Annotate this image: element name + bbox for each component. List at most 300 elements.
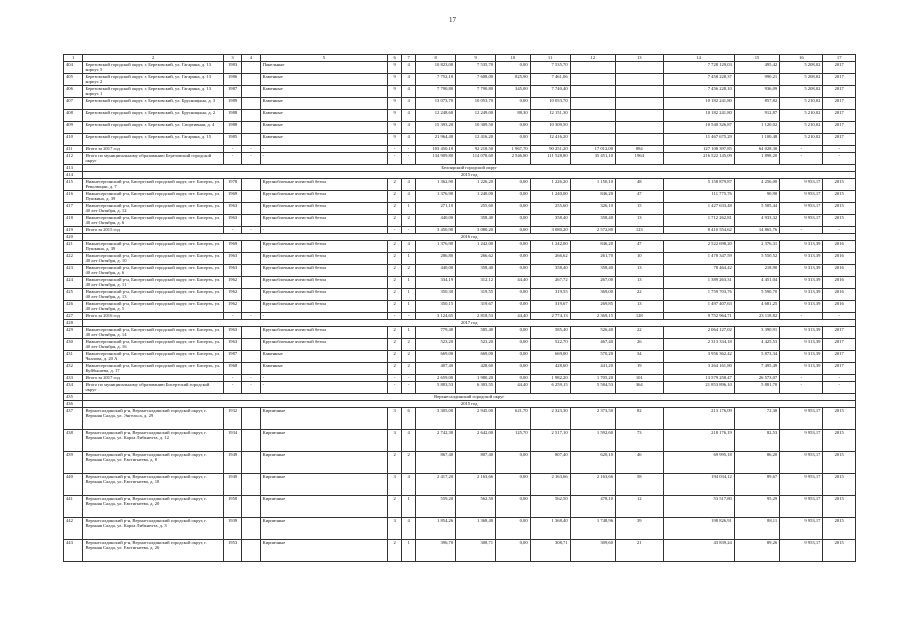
table-cell: 1986: [223, 74, 241, 86]
table-row: [64, 430, 856, 452]
table-cell: 936,09: [734, 86, 779, 98]
table-cell: 1 389 263,31: [663, 277, 734, 289]
table-cell: 1969: [223, 191, 241, 203]
table-cell: 1932: [223, 408, 241, 430]
table-cell: -: [260, 153, 387, 165]
table-cell: Березовский городской округ, г. Березовский, ул. Брусницына, д. 2: [83, 110, 223, 122]
table-cell: 0,00: [496, 241, 531, 253]
table-cell: Итого по муниципальному образованию Березовский городской округ: [83, 153, 223, 165]
table-cell: 13 073,70: [416, 98, 456, 110]
table-cell: 255,60: [456, 203, 496, 215]
table-cell: [242, 327, 260, 339]
table-cell: -: [223, 146, 241, 153]
row-number: 414: [64, 172, 83, 179]
table-cell: 439: [64, 452, 83, 474]
table-cell: 53 517,80: [663, 496, 734, 518]
table-cell: 2: [388, 203, 402, 215]
table-cell: 46: [616, 452, 664, 474]
table-cell: 2017: [823, 363, 856, 375]
table-cell: 17 012,00: [570, 146, 615, 153]
table-cell: 3 305,00: [416, 408, 456, 430]
table-row: [64, 98, 856, 110]
table-cell: -: [242, 153, 260, 165]
table-cell: 308,71: [530, 540, 570, 562]
table-cell: [616, 122, 664, 134]
table-cell: 1: [402, 203, 416, 215]
table-cell: 358,40: [530, 265, 570, 277]
table-cell: 2: [388, 339, 402, 351]
table-cell: Каменные: [260, 110, 387, 122]
table-cell: 846,20: [570, 191, 615, 203]
table-cell: -: [260, 313, 387, 320]
table-cell: 416: [64, 191, 83, 203]
section-row: [64, 234, 856, 241]
table-cell: 7 456 228,10: [663, 86, 734, 98]
table-cell: 2016: [823, 253, 856, 265]
table-cell: Итого за 2017 год: [83, 375, 223, 382]
table-cell: [242, 301, 260, 313]
table-cell: 345,00: [496, 86, 531, 98]
table-cell: 1 592,60: [570, 430, 615, 452]
table-cell: Кирпичные: [260, 408, 387, 430]
table-cell: -: [823, 146, 856, 153]
table-cell: [616, 62, 664, 74]
table-cell: 2: [402, 452, 416, 474]
table-cell: 26: [616, 339, 664, 351]
table-cell: 2017: [823, 86, 856, 98]
table-cell: 1968: [223, 363, 241, 375]
table-row: [64, 62, 856, 74]
table-cell: [242, 203, 260, 215]
table-cell: 309,60: [570, 540, 615, 562]
column-header: 10: [496, 55, 531, 62]
table-row: [64, 327, 856, 339]
table-cell: 2: [402, 339, 416, 351]
table-cell: 198 826,91: [663, 518, 734, 540]
table-cell: 364: [616, 382, 664, 394]
table-cell: Верхнесалдинский р-н, Верхнесалдинский городской округ, г. Верхняя Салда, ул. Евстигнеева, д. 18: [83, 474, 223, 496]
table-cell: 3 956 362,42: [663, 351, 734, 363]
table-cell: 10 182 241,80: [663, 98, 734, 110]
table-cell: 846,20: [570, 241, 615, 253]
table-cell: 12: [616, 496, 664, 518]
table-cell: 269,85: [570, 301, 615, 313]
table-cell: 669,00: [456, 351, 496, 363]
table-cell: Нижнесергинский р-н, Бисертский городской округ, пгт. Бисерть, ул. Пушкина, д. 39: [83, 241, 223, 253]
table-cell: 218,90: [734, 265, 779, 277]
table-cell: 3 390,91: [734, 327, 779, 339]
table-cell: 430: [64, 339, 83, 351]
table-row: [64, 351, 856, 363]
table-cell: Нижнесергинский р-н, Бисертский городской округ, пгт. Бисерть, ул. Пушкина, д. 39: [83, 191, 223, 203]
table-cell: Итого за 2016 год: [83, 313, 223, 320]
table-cell: 857,82: [734, 98, 779, 110]
table-cell: 2: [402, 265, 416, 277]
table-cell: 7 790,80: [416, 86, 456, 98]
table-cell: 2 376,31: [734, 241, 779, 253]
table-cell: 9 953,17: [780, 540, 823, 562]
table-cell: 426: [64, 301, 83, 313]
table-cell: Верхнесалдинский р-н, Верхнесалдинский городской округ, г. Верхняя Салда, ул. Карла Либкнехта, д. 12: [83, 430, 223, 452]
table-cell: Крупноблочные ячеистый бетон: [260, 191, 387, 203]
table-cell: 2 369,15: [570, 313, 615, 320]
table-cell: 1963: [223, 339, 241, 351]
table-cell: 779,40: [416, 327, 456, 339]
table-cell: 0,00: [496, 452, 531, 474]
table-cell: 1 427 633,48: [663, 203, 734, 215]
table-cell: 1962: [223, 301, 241, 313]
table-cell: 11 467 675,29: [663, 134, 734, 146]
table-cell: -: [402, 382, 416, 394]
table-cell: 9: [388, 134, 402, 146]
table-cell: 1985: [223, 134, 241, 146]
table-cell: 2 945,00: [456, 408, 496, 430]
table-cell: 1987: [223, 351, 241, 363]
table-cell: [242, 351, 260, 363]
table-cell: 620,10: [570, 452, 615, 474]
table-cell: 14 865,76: [734, 227, 779, 234]
table-cell: 13: [616, 301, 664, 313]
table-cell: 425: [64, 289, 83, 301]
table-cell: 82,53: [734, 430, 779, 452]
table-cell: 2: [388, 289, 402, 301]
table-cell: -: [780, 227, 823, 234]
table-cell: 5 590,70: [734, 289, 779, 301]
table-cell: 22: [616, 289, 664, 301]
table-cell: 2: [388, 179, 402, 191]
table-row: [64, 301, 856, 313]
table-cell: [616, 134, 664, 146]
table-cell: 0,00: [496, 289, 531, 301]
table-cell: 5 550,52: [734, 253, 779, 265]
table-cell: 9: [388, 122, 402, 134]
table-cell: [570, 74, 615, 86]
table-cell: 350,30: [416, 289, 456, 301]
table-cell: 13 579 258,47: [663, 375, 734, 382]
table-cell: 0,00: [496, 474, 531, 496]
table-cell: 0,00: [496, 301, 531, 313]
table-cell: -: [242, 382, 260, 394]
table-cell: 2017: [823, 351, 856, 363]
table-cell: Крупноблочные ячеистый бетон: [260, 265, 387, 277]
table-cell: Березовский городской округ, г. Березовский, ул. Гагарина, д. 15: [83, 134, 223, 146]
table-cell: 1962: [223, 277, 241, 289]
table-cell: 0,00: [496, 518, 531, 540]
table-cell: 19: [616, 363, 664, 375]
table-cell: 13: [616, 277, 664, 289]
table-cell: -: [823, 153, 856, 165]
table-cell: 428,60: [530, 363, 570, 375]
table-cell: Березовский городской округ, г. Березовский, ул. Гагарина, д. 13 корпус 2: [83, 74, 223, 86]
table-cell: 1 712 262,81: [663, 215, 734, 227]
table-cell: 2 323,30: [530, 408, 570, 430]
table-cell: 825,90: [496, 74, 531, 86]
table-cell: 2: [388, 277, 402, 289]
table-row: [64, 179, 856, 191]
table-row: [64, 474, 856, 496]
table-cell: 9 313,39: [780, 253, 823, 265]
table-cell: 1 705,20: [570, 375, 615, 382]
table-cell: 2 163,66: [570, 474, 615, 496]
table-cell: -: [402, 227, 416, 234]
table-cell: [242, 289, 260, 301]
table-cell: -: [402, 313, 416, 320]
table-cell: 2: [388, 301, 402, 313]
table-cell: [242, 98, 260, 110]
table-cell: 358,40: [570, 265, 615, 277]
table-cell: 418: [64, 215, 83, 227]
table-cell: 73: [616, 430, 664, 452]
table-cell: 9 953,17: [780, 191, 823, 203]
table-cell: 286,80: [416, 253, 456, 265]
table-cell: Крупноблочные ячеистый бетон: [260, 327, 387, 339]
table-row: [64, 496, 856, 518]
table-cell: 0,00: [496, 134, 531, 146]
table-cell: 526,40: [570, 327, 615, 339]
table-cell: Верхнесалдинский р-н, Верхнесалдинский городской округ, г. Верхняя Салда, ул. Евстигнеева, д. 20: [83, 496, 223, 518]
table-cell: Нижнесергинский р-н, Бисертский городской округ, пгт. Бисерть, ул. 40 лет Октября, д. 10: [83, 253, 223, 265]
table-cell: 128: [616, 313, 664, 320]
section-row: [64, 394, 856, 401]
table-cell: 82: [616, 408, 664, 430]
table-cell: 114 078,60: [456, 153, 496, 165]
table-cell: 9: [388, 86, 402, 98]
table-cell: 2 417,20: [416, 474, 456, 496]
table-cell: Кирпичные: [260, 540, 387, 562]
table-cell: [616, 98, 664, 110]
table-cell: 2015: [823, 474, 856, 496]
table-cell: 1 759 703,76: [663, 289, 734, 301]
table-cell: 990,21: [734, 74, 779, 86]
table-cell: 2 546,80: [496, 153, 531, 165]
table-cell: 585,40: [456, 327, 496, 339]
table-cell: -: [223, 153, 241, 165]
table-cell: 326,10: [570, 203, 615, 215]
table-cell: 7 752,10: [416, 74, 456, 86]
table-cell: 1964: [616, 153, 664, 165]
table-row: [64, 289, 856, 301]
table-cell: 1988: [223, 110, 241, 122]
table-cell: 2015: [823, 215, 856, 227]
table-cell: 5 210,02: [780, 134, 823, 146]
table-cell: [570, 86, 615, 98]
table-cell: 21 964,40: [416, 134, 456, 146]
table-cell: -: [242, 375, 260, 382]
table-cell: 9 313,39: [780, 351, 823, 363]
table-cell: Кирпичные: [260, 452, 387, 474]
table-cell: -: [402, 375, 416, 382]
table-cell: Березовский городской округ, г. Березовский, ул. Спортивная, д. 4: [83, 122, 223, 134]
table-cell: 1949: [223, 452, 241, 474]
table-cell: 2015: [823, 518, 856, 540]
table-cell: Крупноблочные ячеистый бетон: [260, 253, 387, 265]
table-cell: 1 362,90: [416, 179, 456, 191]
table-cell: 9 953,17: [780, 518, 823, 540]
table-cell: -: [223, 313, 241, 320]
table-cell: 1 120,02: [734, 122, 779, 134]
table-row: [64, 540, 856, 562]
table-cell: Каменные: [260, 74, 387, 86]
table-cell: Крупноблочные ячеистый бетон: [260, 339, 387, 351]
table-cell: 867,40: [416, 452, 456, 474]
table-cell: [570, 122, 615, 134]
table-cell: 334,19: [416, 277, 456, 289]
column-header: 9: [456, 55, 496, 62]
table-cell: 6 259,15: [530, 382, 570, 394]
table-cell: 3 080,20: [530, 227, 570, 234]
table-cell: 194 034,12: [663, 474, 734, 496]
table-cell: Каменные: [260, 351, 387, 363]
column-header: 1: [64, 55, 83, 62]
table-cell: 358,40: [456, 215, 496, 227]
table-cell: 2015: [823, 496, 856, 518]
table-cell: 2 373,50: [570, 408, 615, 430]
table-cell: [616, 86, 664, 98]
table-row: [64, 74, 856, 86]
table-cell: [242, 339, 260, 351]
table-cell: Березовский городской округ, г. Березовский, ул. Гагарина, д. 13 корпус 5: [83, 62, 223, 74]
table-cell: 5 584,53: [570, 382, 615, 394]
table-cell: 2015: [823, 540, 856, 562]
table-cell: 0,00: [496, 215, 531, 227]
table-cell: 125,70: [496, 430, 531, 452]
table-row: [64, 382, 856, 394]
table-cell: 88,11: [734, 518, 779, 540]
table-cell: 1: [402, 253, 416, 265]
table-cell: 1: [402, 277, 416, 289]
table-cell: -: [402, 146, 416, 153]
table-cell: 570,20: [570, 351, 615, 363]
table-cell: 78 464,42: [663, 265, 734, 277]
table-cell: 10 540 326,87: [663, 122, 734, 134]
table-cell: 7 740,40: [530, 86, 570, 98]
table-cell: Итого за 2015 год: [83, 227, 223, 234]
table-cell: 1983: [223, 62, 241, 74]
table-cell: 2 163,66: [456, 474, 496, 496]
column-header: 4: [242, 55, 260, 62]
table-cell: 266,62: [530, 253, 570, 265]
table-cell: 101: [616, 375, 664, 382]
table-cell: 523,20: [456, 339, 496, 351]
row-number: 428: [64, 320, 83, 327]
table-cell: 9 313,39: [780, 241, 823, 253]
column-header: 11: [530, 55, 570, 62]
table-cell: 10 053,70: [456, 98, 496, 110]
table-cell: 0,00: [496, 191, 531, 203]
table-cell: 5 210,02: [780, 122, 823, 134]
row-number: 420: [64, 234, 83, 241]
table-cell: [242, 179, 260, 191]
table-cell: [242, 253, 260, 265]
table-cell: Верхнесалдинский р-н, Верхнесалдинский городской округ, г. Верхняя Салда, ул. Карла Либкнехта, д. 3: [83, 518, 223, 540]
table-cell: 4 451,04: [734, 277, 779, 289]
table-row: [64, 518, 856, 540]
table-cell: 218 176,19: [663, 430, 734, 452]
table-cell: 562,50: [456, 496, 496, 518]
table-cell: 4: [402, 518, 416, 540]
table-cell: [242, 62, 260, 74]
column-header: 12: [570, 55, 615, 62]
table-cell: 1 242,00: [456, 241, 496, 253]
table-cell: 1939: [223, 518, 241, 540]
table-cell: 0,00: [496, 179, 531, 191]
table-cell: 2017: [823, 327, 856, 339]
table-cell: -: [388, 227, 402, 234]
table-cell: 72,38: [734, 408, 779, 430]
table-cell: 0,00: [496, 375, 531, 382]
table-cell: 26 573,07: [734, 375, 779, 382]
table-cell: 1 240,00: [530, 191, 570, 203]
column-header: 17: [823, 55, 856, 62]
table-cell: 13: [616, 215, 664, 227]
table-cell: Нижнесергинский р-н, Бисертский городской округ, пгт. Бисерть, ул. 40 лет Октября, д. 13: [83, 289, 223, 301]
section-row: [64, 172, 856, 179]
table-cell: 3 124,65: [416, 313, 456, 320]
table-cell: 1: [402, 540, 416, 562]
table-cell: 9: [388, 98, 402, 110]
table-cell: 271,10: [416, 203, 456, 215]
table-cell: 319,55: [456, 289, 496, 301]
table-cell: Крупноблочные ячеистый бетон: [260, 179, 387, 191]
table-cell: 4 933,32: [734, 215, 779, 227]
table-cell: 358,40: [456, 265, 496, 277]
table-cell: 2: [402, 215, 416, 227]
table-cell: 2017: [823, 110, 856, 122]
table-cell: 5 883,53: [416, 382, 456, 394]
table-cell: 89,67: [734, 474, 779, 496]
table-cell: 407,40: [416, 363, 456, 375]
table-cell: 5 210,02: [780, 110, 823, 122]
table-cell: 2 163,66: [530, 474, 570, 496]
table-cell: 1: [402, 289, 416, 301]
table-cell: 1 854,26: [416, 518, 456, 540]
table-row: [64, 122, 856, 134]
table-cell: 350,15: [416, 301, 456, 313]
table-cell: 10: [616, 253, 664, 265]
table-cell: 669,00: [530, 351, 570, 363]
table-cell: 21 853 896,10: [663, 382, 734, 394]
table-cell: 44,40: [496, 313, 531, 320]
table-cell: 2015: [823, 179, 856, 191]
table-cell: 2: [402, 351, 416, 363]
table-cell: -: [260, 382, 387, 394]
column-header: 15: [734, 55, 779, 62]
table-cell: 2 774,13: [530, 313, 570, 320]
table-cell: 408: [64, 110, 83, 122]
column-header: 5: [260, 55, 387, 62]
table-cell: 9 953,17: [780, 452, 823, 474]
table-cell: 433: [64, 375, 83, 382]
table-cell: -: [260, 375, 387, 382]
table-cell: [242, 110, 260, 122]
column-header: 14: [663, 55, 734, 62]
table-cell: 427: [64, 313, 83, 320]
table-cell: 4 256,00: [734, 179, 779, 191]
table-cell: 1963: [223, 327, 241, 339]
table-cell: 423: [64, 265, 83, 277]
table-cell: Березовский городской округ, г. Березовский, ул. Брусницына, д. 3: [83, 98, 223, 110]
table-cell: 0,00: [496, 203, 531, 215]
table-cell: 43 839,24: [663, 540, 734, 562]
table-cell: 4: [402, 62, 416, 74]
table-cell: 1963: [223, 215, 241, 227]
column-header: 2: [83, 55, 223, 62]
table-cell: -: [823, 375, 856, 382]
table-cell: 44,40: [496, 277, 531, 289]
table-cell: 424: [64, 277, 83, 289]
table-cell: 267,72: [530, 277, 570, 289]
table-cell: 213 176,09: [663, 408, 734, 430]
